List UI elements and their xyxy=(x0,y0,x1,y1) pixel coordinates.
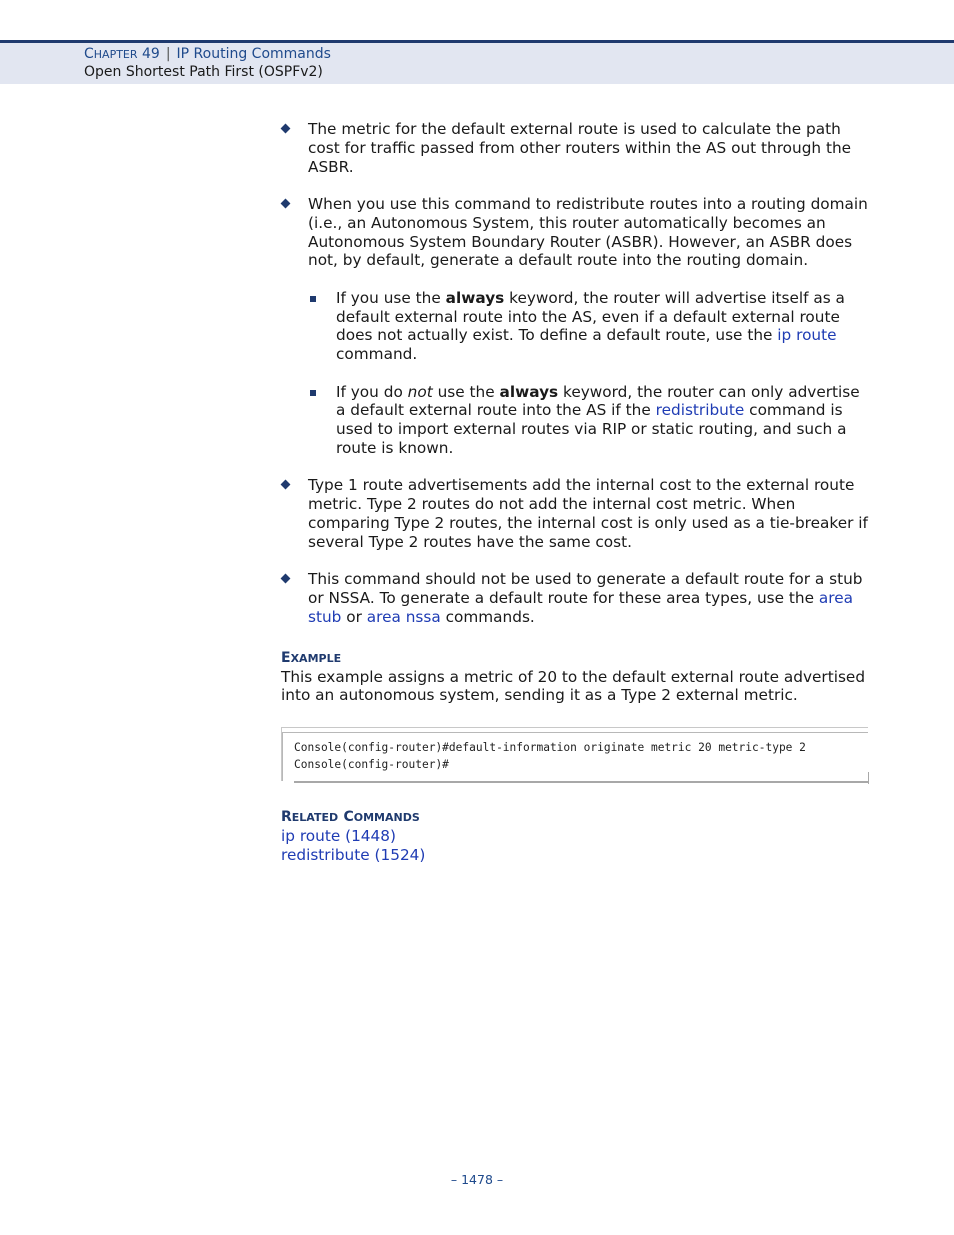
bullet-text: Type 1 route advertisements add the internal cost to the external route metric. Type 2 routes do not add the internal cost metric. When comparing Type 2 routes, the internal cost is only used as a tie-breaker if several Type 2 routes have the same cost. xyxy=(308,476,868,551)
keyword-always: always xyxy=(499,382,559,401)
bullet-text: or xyxy=(341,607,367,626)
diamond-bullet-icon xyxy=(281,124,291,134)
related-heading-initial: C xyxy=(343,809,354,826)
related-link-redistribute[interactable]: redistribute (1524) xyxy=(281,845,426,864)
bullet-item xyxy=(281,120,871,176)
sub-bullet-text: keyword, the router can only advertise a default external route into the AS if the xyxy=(336,382,860,420)
diamond-bullet-icon xyxy=(281,480,291,490)
sub-bullet-item xyxy=(309,289,871,364)
sub-bullet-text: command. xyxy=(336,345,418,364)
chapter-word-initial: C xyxy=(84,46,94,62)
bullet-item xyxy=(281,476,871,551)
keyword-always: always xyxy=(445,288,505,307)
diamond-bullet-icon xyxy=(281,199,291,209)
sub-bullet-item xyxy=(309,383,871,458)
square-bullet-icon xyxy=(310,296,316,302)
area-nssa-link[interactable]: area nssa xyxy=(366,607,441,626)
code-block-shadow xyxy=(294,778,869,783)
square-bullet-icon xyxy=(310,390,316,396)
ip-route-link[interactable]: ip route xyxy=(777,326,837,345)
redistribute-link[interactable]: redistribute xyxy=(655,401,745,420)
example-heading-rest: XAMPLE xyxy=(290,651,342,665)
chapter-title: IP Routing Commands xyxy=(176,46,331,62)
bullet-item xyxy=(281,570,871,626)
sub-bullet-text: use the xyxy=(432,382,500,401)
page-number: – 1478 – xyxy=(450,1172,504,1187)
area-stub-link[interactable]: area stub xyxy=(308,588,854,626)
bullet-item xyxy=(281,195,871,270)
chapter-heading xyxy=(84,46,331,62)
header-separator: | xyxy=(165,46,171,62)
main-content xyxy=(281,120,871,865)
diamond-bullet-icon xyxy=(281,574,291,584)
example-heading xyxy=(281,648,871,668)
bullet-text: This command should not be used to generate a default route for a stub or NSSA. To generate a default route for these area types, use the xyxy=(308,570,863,607)
chapter-word-rest: HAPTER xyxy=(93,48,138,61)
sub-bullet-text: keyword, the router will advertise itself as a default external route into the AS, even if a default external route does not actually exist. To define a default route, use the xyxy=(336,288,845,345)
sub-bullet-text: command is used to import external routes via RIP or static routing, and such a route is known. xyxy=(336,401,847,457)
code-text xyxy=(294,740,806,773)
page-header xyxy=(0,40,954,84)
bullet-text: When you use this command to redistribute routes into a routing domain (i.e., an Autonomous System, this router automatically becomes an Autonomous System Boundary Router (ASBR). However, an ASBR does not, by default, generate a default route into the routing domain. xyxy=(308,194,868,270)
bullet-text: The metric for the default external route is used to calculate the path cost for traffic passed from other routers within the AS out through the ASBR. xyxy=(308,120,852,176)
sub-bullet-text: If you use the xyxy=(336,288,446,307)
chapter-number: 49 xyxy=(141,46,160,62)
code-block xyxy=(281,727,868,781)
example-text: This example assigns a metric of 20 to the default external route advertised into an autonomous system, sending it as a Type 2 external metric. xyxy=(281,667,866,705)
code-line: Console(config-router)# xyxy=(294,757,449,771)
related-heading-initial: R xyxy=(281,809,292,826)
code-line: Console(config-router)#default-information originate metric 20 metric-type 2 xyxy=(294,741,806,755)
bullet-text: commands. xyxy=(440,607,535,626)
related-heading-rest: OMMANDS xyxy=(353,811,420,825)
example-heading-initial: E xyxy=(281,649,291,666)
related-heading-rest: ELATED xyxy=(291,811,339,825)
related-link-ip-route[interactable]: ip route (1448) xyxy=(281,827,396,846)
section-title: Open Shortest Path First (OSPFv2) xyxy=(84,64,323,80)
sub-bullet-text: If you do xyxy=(336,382,408,401)
emphasis-not: not xyxy=(407,382,433,401)
related-commands-heading xyxy=(281,807,871,827)
